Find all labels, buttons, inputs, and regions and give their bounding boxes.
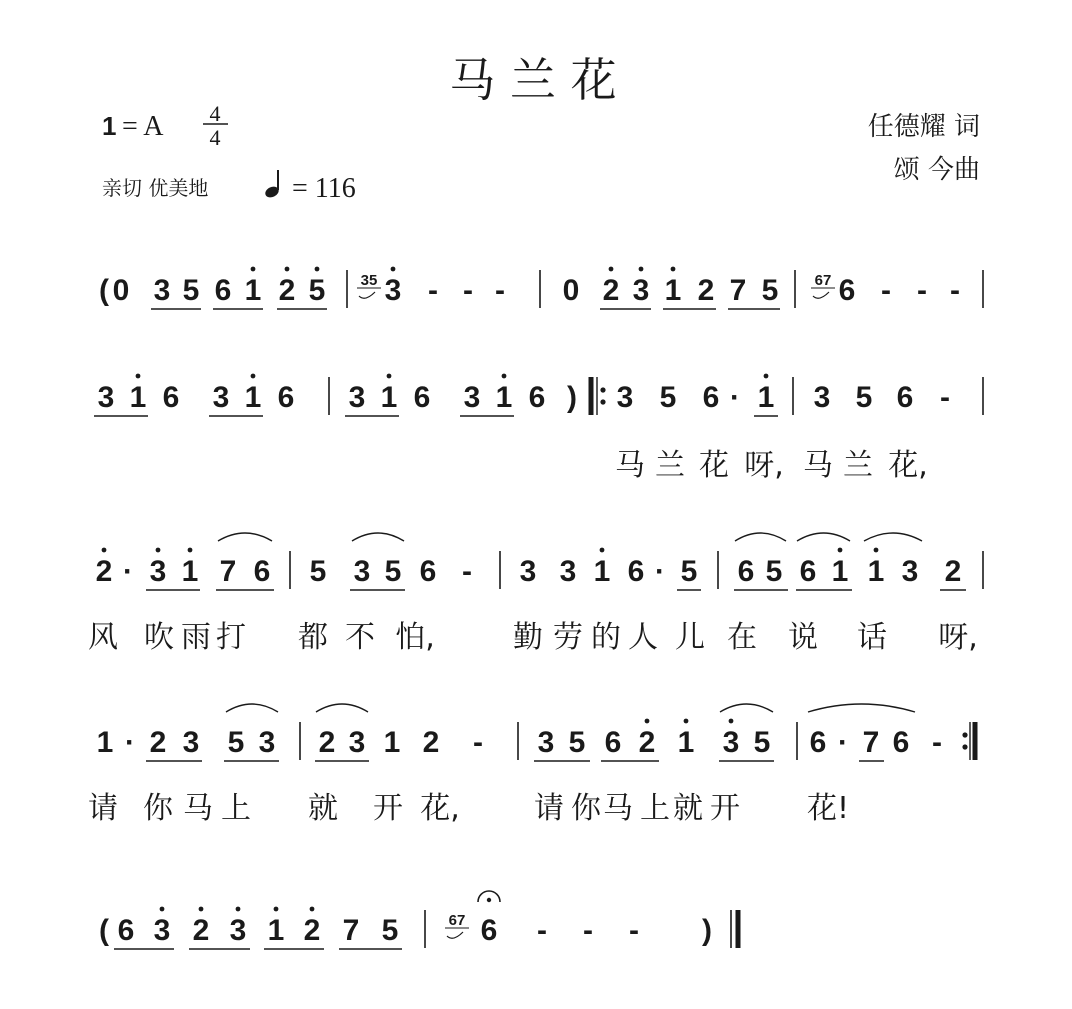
- note: 1: [677, 726, 695, 759]
- dash: -: [950, 274, 960, 307]
- lyric-syllable: 花,: [420, 791, 460, 826]
- note: 6: [627, 555, 645, 588]
- key-tonic: 1: [102, 111, 117, 141]
- lyric-syllable: 花!: [806, 791, 850, 826]
- note: 6: [838, 274, 856, 307]
- note: 1: [757, 381, 775, 414]
- note: 5: [381, 914, 399, 947]
- note: 6: [892, 726, 910, 759]
- note: 3: [212, 381, 230, 414]
- note: 3: [901, 555, 919, 588]
- dot: ·: [838, 726, 848, 759]
- lyric-syllable: 雨: [181, 620, 211, 655]
- note: 3: [153, 914, 171, 947]
- lyric-syllable: 说: [788, 620, 818, 655]
- lyric-syllable: 你: [571, 791, 601, 826]
- lyric-syllable: 风: [88, 620, 118, 655]
- high-octave-dot: [387, 374, 392, 379]
- note: 2: [697, 274, 715, 307]
- dash: -: [537, 914, 547, 947]
- lyric-syllable: 马: [603, 791, 633, 826]
- lyric-syllable: 请: [88, 791, 118, 826]
- high-octave-dot: [671, 267, 676, 272]
- note: 2: [638, 726, 656, 759]
- note: 3: [153, 274, 171, 307]
- note: 2: [278, 274, 296, 307]
- lyric-syllable: 都: [298, 620, 328, 655]
- dash: -: [881, 274, 891, 307]
- slur: [218, 533, 272, 541]
- note: 3: [519, 555, 537, 588]
- note: 3: [813, 381, 831, 414]
- note: 3: [616, 381, 634, 414]
- lyricist-credit: 任德耀 词: [867, 112, 980, 142]
- note: 6: [702, 381, 720, 414]
- lyric-syllable: 呀,: [938, 620, 978, 655]
- note: 1: [244, 381, 262, 414]
- paren-close: ): [567, 381, 577, 414]
- note: 3: [384, 274, 402, 307]
- paren: ): [702, 914, 712, 947]
- high-octave-dot: [251, 374, 256, 379]
- note: 7: [342, 914, 360, 947]
- repeat-dot: [962, 732, 967, 737]
- dash: -: [463, 274, 473, 307]
- lyric-syllable: 兰: [655, 448, 685, 483]
- note: 3: [559, 555, 577, 588]
- note: 1: [96, 726, 114, 759]
- dash: -: [629, 914, 639, 947]
- grace-note: 67: [448, 912, 466, 929]
- note: 5: [753, 726, 771, 759]
- high-octave-dot: [838, 548, 843, 553]
- dash: -: [932, 726, 942, 759]
- dash: -: [940, 381, 950, 414]
- note: 6: [528, 381, 546, 414]
- dash: -: [495, 274, 505, 307]
- grace-slur: [813, 292, 829, 298]
- lyric-syllable: 的: [591, 620, 621, 655]
- note: 5: [659, 381, 677, 414]
- high-octave-dot: [102, 548, 107, 553]
- dot: ·: [730, 381, 740, 414]
- note: 6: [117, 914, 135, 947]
- note: 2: [95, 555, 113, 588]
- note: 3: [149, 555, 167, 588]
- note: 3: [258, 726, 276, 759]
- lyric-syllable: 不: [345, 620, 375, 655]
- grace-note: 67: [814, 272, 832, 289]
- note: 3: [348, 381, 366, 414]
- lyric-syllable: 花,: [888, 448, 928, 483]
- note: 6: [214, 274, 232, 307]
- note: 1: [831, 555, 849, 588]
- song-title: 马 兰 花: [449, 53, 617, 107]
- note: 6: [896, 381, 914, 414]
- high-octave-dot: [874, 548, 879, 553]
- lyric-syllable: 上: [221, 791, 251, 826]
- note: 5: [384, 555, 402, 588]
- note: 6: [604, 726, 622, 759]
- slur: [797, 533, 850, 541]
- note: 2: [303, 914, 321, 947]
- dot: ·: [125, 726, 135, 759]
- note: 5: [309, 555, 327, 588]
- lyric-syllable: 花: [699, 448, 729, 483]
- note: 6: [809, 726, 827, 759]
- slur: [735, 533, 786, 541]
- lyric-syllable: 兰: [843, 448, 873, 483]
- high-octave-dot: [236, 907, 241, 912]
- note: 6: [413, 381, 431, 414]
- lyric-syllable: 马: [803, 448, 833, 483]
- high-octave-dot: [764, 374, 769, 379]
- note: 1: [593, 555, 611, 588]
- note: 1: [383, 726, 401, 759]
- note: 3: [632, 274, 650, 307]
- note: 6: [799, 555, 817, 588]
- note: 5: [182, 274, 200, 307]
- lyric-syllable: 马: [183, 791, 213, 826]
- lyric-syllable: 上: [640, 791, 670, 826]
- quarter-note-icon: [264, 170, 281, 199]
- note: 3: [537, 726, 555, 759]
- high-octave-dot: [199, 907, 204, 912]
- high-octave-dot: [274, 907, 279, 912]
- key-signature: = A: [122, 111, 164, 142]
- note: 5: [308, 274, 326, 307]
- note: 1: [380, 381, 398, 414]
- high-octave-dot: [310, 907, 315, 912]
- lyric-syllable: 就: [308, 791, 338, 826]
- slur: [864, 533, 922, 541]
- note: 3: [722, 726, 740, 759]
- expression-mark: 亲切 优美地: [102, 176, 209, 200]
- high-octave-dot: [609, 267, 614, 272]
- notation-body: [88, 267, 983, 949]
- high-octave-dot: [684, 719, 689, 724]
- note: 2: [602, 274, 620, 307]
- lyric-syllable: 勤: [513, 620, 543, 655]
- paren-open: (: [99, 274, 109, 307]
- slur: [316, 704, 368, 712]
- note: 5: [568, 726, 586, 759]
- note: 6: [480, 914, 498, 947]
- note: 5: [761, 274, 779, 307]
- note: 3: [229, 914, 247, 947]
- note: 1: [267, 914, 285, 947]
- high-octave-dot: [285, 267, 290, 272]
- fermata-dot: [487, 898, 491, 902]
- dash: -: [583, 914, 593, 947]
- dot: ·: [123, 555, 133, 588]
- note: 1: [867, 555, 885, 588]
- note: 3: [182, 726, 200, 759]
- note: 7: [729, 274, 747, 307]
- note: 2: [422, 726, 440, 759]
- repeat-dot: [600, 399, 605, 404]
- time-sig-numerator: 4: [209, 101, 221, 126]
- lyric-syllable: 呀,: [744, 448, 784, 483]
- lyric-syllable: 就: [673, 791, 703, 826]
- lyric-syllable: 儿: [675, 620, 705, 655]
- high-octave-dot: [251, 267, 256, 272]
- note: 3: [348, 726, 366, 759]
- dash: -: [917, 274, 927, 307]
- note: 7: [219, 555, 237, 588]
- lyric-syllable: 开: [710, 791, 740, 826]
- high-octave-dot: [188, 548, 193, 553]
- slur: [720, 704, 773, 712]
- repeat-dot: [962, 744, 967, 749]
- note: 6: [737, 555, 755, 588]
- note: 3: [353, 555, 371, 588]
- paren: (: [99, 914, 109, 947]
- note: 2: [192, 914, 210, 947]
- note: 2: [318, 726, 336, 759]
- high-octave-dot: [160, 907, 165, 912]
- lyric-syllable: 你: [143, 791, 173, 826]
- note: 1: [181, 555, 199, 588]
- note: 5: [855, 381, 873, 414]
- lyric-syllable: 在: [727, 620, 757, 655]
- lyric-syllable: 怕,: [395, 620, 435, 655]
- lyric-syllable: 打: [216, 620, 246, 655]
- dot: ·: [655, 555, 665, 588]
- note: 1: [244, 274, 262, 307]
- slur: [352, 533, 404, 541]
- note: 1: [664, 274, 682, 307]
- note: 0: [562, 274, 580, 307]
- note: 1: [495, 381, 513, 414]
- repeat-dot: [600, 387, 605, 392]
- tempo-value: = 116: [292, 173, 356, 204]
- high-octave-dot: [156, 548, 161, 553]
- grace-slur: [359, 292, 375, 298]
- note: 2: [944, 555, 962, 588]
- note: 6: [253, 555, 271, 588]
- note: 7: [862, 726, 880, 759]
- composer-credit: 颂 今曲: [893, 155, 980, 185]
- lyric-syllable: 话: [857, 620, 887, 655]
- lyric-syllable: 吹: [144, 620, 174, 655]
- lyric-syllable: 请: [534, 791, 564, 826]
- note: 6: [277, 381, 295, 414]
- lyric-syllable: 人: [628, 620, 658, 655]
- dash: -: [462, 555, 472, 588]
- note: 5: [680, 555, 698, 588]
- high-octave-dot: [729, 719, 734, 724]
- note: 0: [112, 274, 130, 307]
- high-octave-dot: [600, 548, 605, 553]
- high-octave-dot: [391, 267, 396, 272]
- high-octave-dot: [645, 719, 650, 724]
- high-octave-dot: [136, 374, 141, 379]
- note: 6: [419, 555, 437, 588]
- note: 5: [765, 555, 783, 588]
- high-octave-dot: [502, 374, 507, 379]
- note: 1: [129, 381, 147, 414]
- slur: [808, 704, 915, 712]
- slur: [226, 704, 278, 712]
- grace-slur: [447, 932, 463, 938]
- note: 3: [97, 381, 115, 414]
- high-octave-dot: [315, 267, 320, 272]
- dash: -: [428, 274, 438, 307]
- note: 2: [149, 726, 167, 759]
- time-sig-denominator: 4: [209, 125, 221, 150]
- grace-note: 35: [360, 272, 378, 289]
- lyric-syllable: 劳: [553, 620, 583, 655]
- note: 6: [162, 381, 180, 414]
- high-octave-dot: [639, 267, 644, 272]
- note: 5: [227, 726, 245, 759]
- lyric-syllable: 马: [615, 448, 645, 483]
- note: 3: [463, 381, 481, 414]
- dash: -: [473, 726, 483, 759]
- lyric-syllable: 开: [373, 791, 403, 826]
